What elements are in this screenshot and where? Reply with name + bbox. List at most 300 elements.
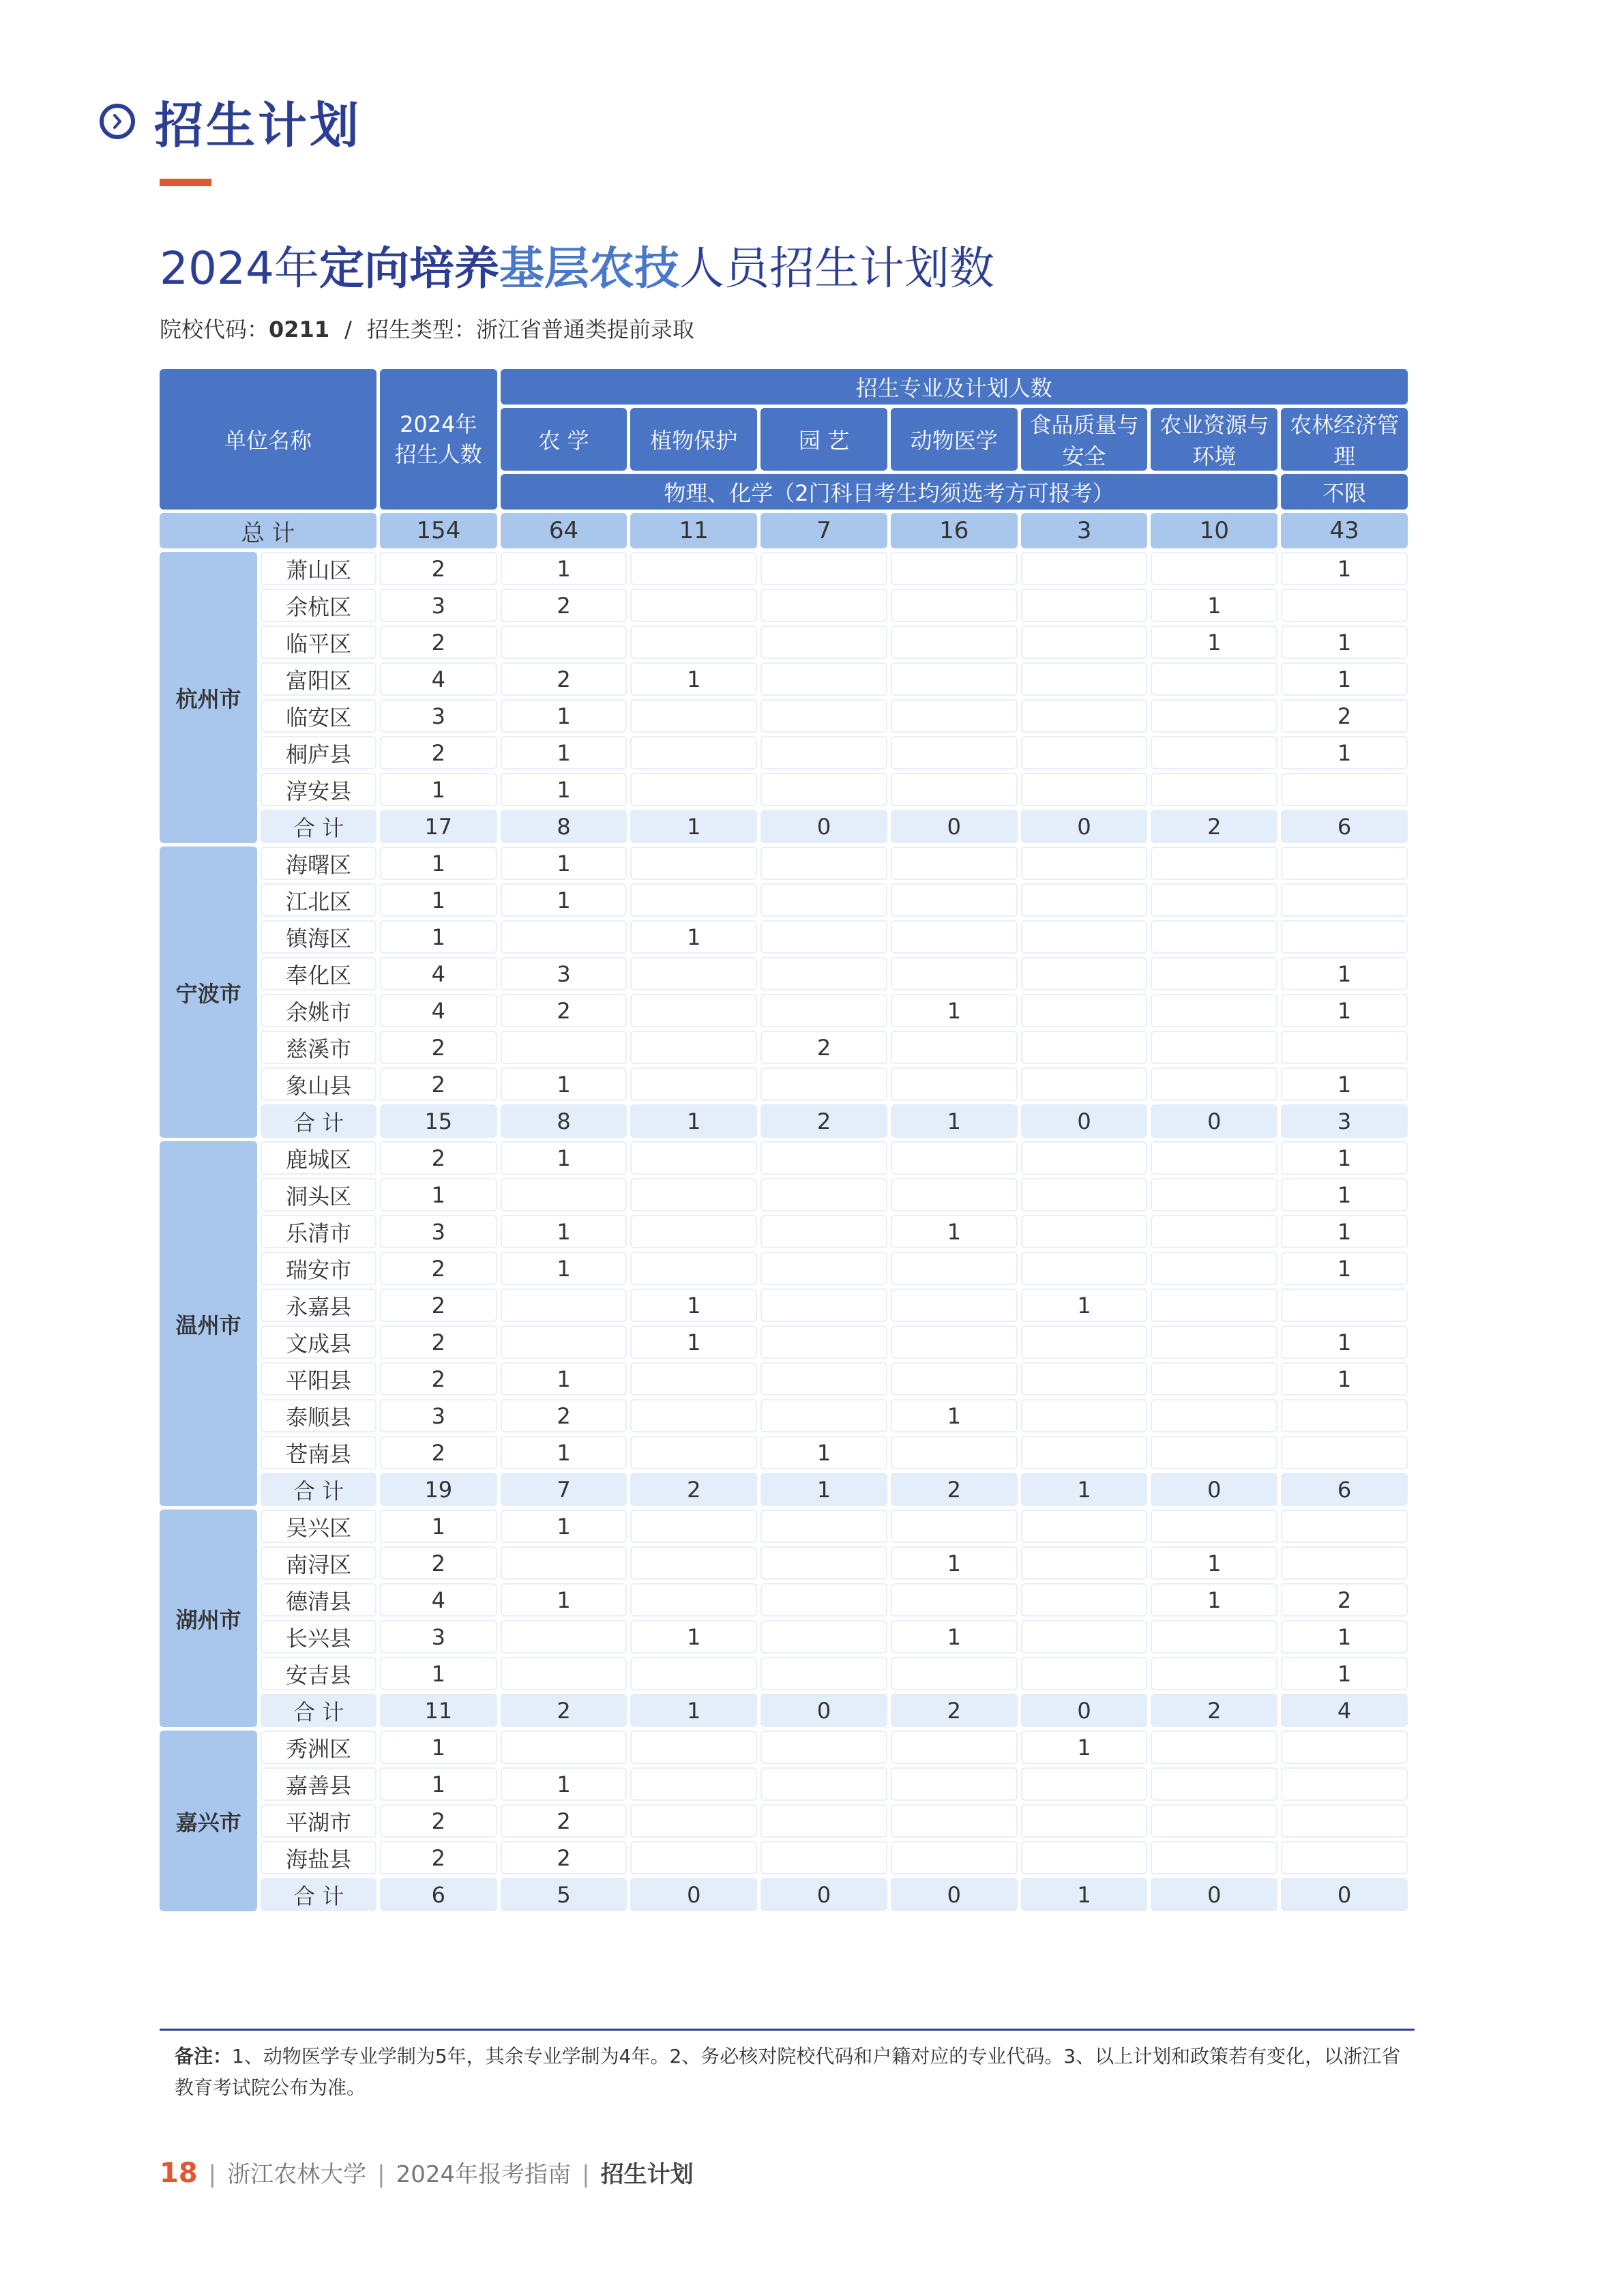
table-cell: 1 bbox=[1281, 736, 1408, 769]
table-cell: 2 bbox=[380, 736, 497, 769]
table-cell bbox=[1021, 1841, 1148, 1874]
note bbox=[175, 2041, 1402, 2104]
table-cell: 1 bbox=[1281, 1068, 1408, 1101]
table-cell bbox=[1151, 773, 1277, 806]
table-cell: 2 bbox=[380, 1031, 497, 1064]
table-cell: 1 bbox=[630, 662, 757, 696]
district-name: 余姚市 bbox=[261, 994, 376, 1027]
table-row bbox=[160, 1141, 1408, 1175]
table-cell bbox=[630, 1546, 757, 1580]
table-row bbox=[160, 1178, 1408, 1211]
table-cell: 1 bbox=[501, 1215, 627, 1248]
district-name: 安吉县 bbox=[261, 1657, 376, 1690]
section-title: 招生计划 bbox=[154, 97, 362, 154]
table-cell bbox=[630, 1362, 757, 1396]
table-row bbox=[160, 883, 1408, 917]
table-cell bbox=[1151, 1510, 1277, 1543]
total-value: 11 bbox=[630, 513, 757, 548]
table-cell: 1 bbox=[630, 1325, 757, 1359]
table-cell: 1 bbox=[501, 1436, 627, 1469]
table-cell bbox=[760, 1731, 887, 1764]
header-count bbox=[380, 369, 497, 510]
table-cell bbox=[891, 662, 1018, 696]
table-cell bbox=[1151, 1399, 1277, 1432]
table-cell: 3 bbox=[380, 699, 497, 733]
plan-table bbox=[156, 366, 1411, 1915]
table-row bbox=[160, 1767, 1408, 1801]
title-highlight-part: 基层农技 bbox=[499, 242, 679, 295]
table-cell bbox=[1021, 1252, 1148, 1285]
major-header: 农林经济管理 bbox=[1281, 408, 1408, 471]
total-value: 154 bbox=[380, 513, 497, 548]
table-cell: 1 bbox=[1281, 957, 1408, 990]
table-cell bbox=[760, 994, 887, 1027]
table-cell: 2 bbox=[380, 1141, 497, 1175]
district-name: 文成县 bbox=[261, 1325, 376, 1359]
table-cell bbox=[1281, 1804, 1408, 1838]
table-cell bbox=[1151, 1841, 1277, 1874]
district-name: 乐清市 bbox=[261, 1215, 376, 1248]
subtotal-value: 2 bbox=[891, 1473, 1018, 1506]
table-cell bbox=[760, 1657, 887, 1690]
subtotal-label: 合 计 bbox=[261, 1878, 376, 1911]
note-text: 1、动物医学专业学制为5年，其余专业学制为4年。2、务必核对院校代码和户籍对应的专业代码。3、以上计划和政策若有变化，以浙江省教育考试院公布为准。 bbox=[175, 2045, 1401, 2099]
table-cell bbox=[891, 1436, 1018, 1469]
table-cell: 1 bbox=[1281, 1141, 1408, 1175]
table-cell: 1 bbox=[1021, 1731, 1148, 1764]
subtotal-value: 1 bbox=[760, 1473, 887, 1506]
table-cell bbox=[1281, 1436, 1408, 1469]
table-row bbox=[160, 1731, 1408, 1764]
major-header: 园 艺 bbox=[760, 408, 887, 471]
district-name: 平阳县 bbox=[261, 1362, 376, 1396]
table-cell bbox=[630, 589, 757, 622]
table-cell bbox=[760, 625, 887, 659]
table-cell bbox=[891, 625, 1018, 659]
table-cell bbox=[1281, 883, 1408, 917]
subject-requirement-last: 不限 bbox=[1281, 474, 1408, 510]
table-cell bbox=[891, 1068, 1018, 1101]
subtotal-value: 3 bbox=[1281, 1104, 1408, 1138]
table-cell bbox=[1151, 736, 1277, 769]
table-cell: 1 bbox=[380, 1731, 497, 1764]
table-cell bbox=[891, 1289, 1018, 1322]
table-cell bbox=[630, 552, 757, 585]
footer-sep: | bbox=[208, 2161, 217, 2188]
note-label: 备注： bbox=[175, 2045, 233, 2067]
table-row bbox=[160, 1215, 1408, 1248]
table-cell: 2 bbox=[380, 552, 497, 585]
table-cell bbox=[1281, 1841, 1408, 1874]
table-cell: 1 bbox=[380, 1657, 497, 1690]
subtotal-value: 4 bbox=[1281, 1694, 1408, 1727]
table-cell bbox=[1151, 920, 1277, 954]
table-cell bbox=[891, 1731, 1018, 1764]
total-row bbox=[160, 513, 1408, 548]
subtotal-value: 0 bbox=[760, 1694, 887, 1727]
table-cell bbox=[760, 1583, 887, 1617]
table-cell bbox=[1021, 625, 1148, 659]
district-name: 海曙区 bbox=[261, 847, 376, 880]
table-cell bbox=[1281, 589, 1408, 622]
table-row bbox=[160, 1031, 1408, 1064]
table-cell: 1 bbox=[891, 1399, 1018, 1432]
subtotal-value: 6 bbox=[1281, 1473, 1408, 1506]
table-cell bbox=[760, 662, 887, 696]
table-row bbox=[160, 1546, 1408, 1580]
city-name: 温州市 bbox=[160, 1141, 257, 1506]
table-cell bbox=[1281, 1731, 1408, 1764]
table-cell bbox=[760, 847, 887, 880]
subtotal-value: 0 bbox=[1151, 1104, 1277, 1138]
table-row bbox=[160, 773, 1408, 806]
table-cell bbox=[891, 589, 1018, 622]
table-cell: 1 bbox=[380, 920, 497, 954]
table-row bbox=[160, 1510, 1408, 1543]
table-cell: 1 bbox=[380, 1767, 497, 1801]
table-cell bbox=[630, 625, 757, 659]
subtotal-value: 2 bbox=[1151, 810, 1277, 843]
footer-section: 招生计划 bbox=[600, 2161, 694, 2188]
district-name: 瑞安市 bbox=[261, 1252, 376, 1285]
table-cell bbox=[1021, 883, 1148, 917]
table-cell: 1 bbox=[1151, 1583, 1277, 1617]
code-label: 院校代码： bbox=[160, 317, 269, 342]
subtotal-value: 15 bbox=[380, 1104, 497, 1138]
table-cell: 1 bbox=[380, 883, 497, 917]
table-cell bbox=[891, 1583, 1018, 1617]
table-cell: 1 bbox=[1281, 662, 1408, 696]
total-value: 43 bbox=[1281, 513, 1408, 548]
table-cell bbox=[891, 552, 1018, 585]
table-row bbox=[160, 1399, 1408, 1432]
header-unit: 单位名称 bbox=[160, 369, 376, 510]
table-cell bbox=[891, 699, 1018, 733]
table-cell: 1 bbox=[891, 1620, 1018, 1653]
table-cell bbox=[760, 1325, 887, 1359]
table-cell bbox=[1151, 994, 1277, 1027]
table-cell bbox=[1151, 552, 1277, 585]
table-cell: 1 bbox=[1021, 1289, 1148, 1322]
subject-requirement: 物理、化学（2门科目考生均须选考方可报考） bbox=[501, 474, 1278, 510]
table-cell bbox=[1151, 1620, 1277, 1653]
table-cell: 1 bbox=[1281, 1657, 1408, 1690]
subtotal-value: 19 bbox=[380, 1473, 497, 1506]
table-row bbox=[160, 662, 1408, 696]
table-cell bbox=[891, 1841, 1018, 1874]
major-header: 动物医学 bbox=[891, 408, 1018, 471]
table-row bbox=[160, 957, 1408, 990]
table-cell bbox=[891, 1031, 1018, 1064]
table-cell: 2 bbox=[501, 662, 627, 696]
district-name: 富阳区 bbox=[261, 662, 376, 696]
table-cell bbox=[1281, 1546, 1408, 1580]
table-cell: 4 bbox=[380, 957, 497, 990]
table-cell: 1 bbox=[501, 736, 627, 769]
table-cell: 1 bbox=[1281, 1215, 1408, 1248]
subtotal-value: 0 bbox=[891, 810, 1018, 843]
table-cell bbox=[501, 1178, 627, 1211]
district-name: 慈溪市 bbox=[261, 1031, 376, 1064]
table-cell: 3 bbox=[380, 1620, 497, 1653]
footer-sep: | bbox=[377, 2161, 385, 2188]
table-cell bbox=[760, 1399, 887, 1432]
district-name: 平湖市 bbox=[261, 1804, 376, 1838]
total-label: 总 计 bbox=[160, 513, 376, 548]
meta-separator: / bbox=[344, 317, 352, 342]
table-row bbox=[160, 1804, 1408, 1838]
table-cell bbox=[760, 1289, 887, 1322]
subtotal-value: 0 bbox=[760, 1878, 887, 1911]
table-cell bbox=[1021, 1215, 1148, 1248]
table-cell: 1 bbox=[501, 552, 627, 585]
table-row bbox=[160, 1325, 1408, 1359]
table-cell: 1 bbox=[380, 847, 497, 880]
table-cell bbox=[1281, 1031, 1408, 1064]
table-cell bbox=[501, 1546, 627, 1580]
table-cell bbox=[630, 699, 757, 733]
table-cell bbox=[1151, 1325, 1277, 1359]
table-cell bbox=[1021, 1031, 1148, 1064]
table-cell bbox=[891, 773, 1018, 806]
table-row bbox=[160, 847, 1408, 880]
table-cell bbox=[760, 699, 887, 733]
header-count-label: 2024年招生人数 bbox=[394, 411, 482, 467]
table-cell bbox=[630, 957, 757, 990]
table-cell bbox=[760, 1841, 887, 1874]
section-header bbox=[100, 87, 361, 156]
footer-school: 浙江农林大学 bbox=[227, 2161, 367, 2188]
district-name: 奉化区 bbox=[261, 957, 376, 990]
table-cell bbox=[501, 1325, 627, 1359]
table-cell: 4 bbox=[380, 994, 497, 1027]
district-name: 德清县 bbox=[261, 1583, 376, 1617]
subtotal-value: 0 bbox=[1021, 810, 1148, 843]
table-cell bbox=[1021, 1362, 1148, 1396]
type-label: 招生类型： bbox=[366, 317, 476, 342]
table-cell bbox=[891, 847, 1018, 880]
table-cell bbox=[1021, 920, 1148, 954]
district-name: 泰顺县 bbox=[261, 1399, 376, 1432]
subtotal-value: 5 bbox=[501, 1878, 627, 1911]
footer bbox=[160, 2155, 694, 2189]
subtotal-value: 8 bbox=[501, 1104, 627, 1138]
table-row bbox=[160, 1436, 1408, 1469]
table-cell bbox=[891, 1178, 1018, 1211]
table-cell: 1 bbox=[501, 1362, 627, 1396]
table-cell bbox=[891, 1510, 1018, 1543]
table-cell: 2 bbox=[380, 625, 497, 659]
accent-bar bbox=[160, 179, 211, 186]
table-cell bbox=[1151, 1657, 1277, 1690]
table-cell: 2 bbox=[380, 1362, 497, 1396]
table-cell bbox=[1151, 1731, 1277, 1764]
table-cell bbox=[891, 1657, 1018, 1690]
table-cell bbox=[630, 1804, 757, 1838]
table-cell: 4 bbox=[380, 1583, 497, 1617]
subtotal-value: 2 bbox=[760, 1104, 887, 1138]
plan-table-body bbox=[160, 513, 1408, 1911]
table-cell: 2 bbox=[1281, 1583, 1408, 1617]
table-cell bbox=[1021, 1583, 1148, 1617]
table-cell bbox=[630, 1841, 757, 1874]
table-cell bbox=[630, 883, 757, 917]
table-cell: 1 bbox=[501, 847, 627, 880]
table-cell bbox=[1151, 1252, 1277, 1285]
subtotal-value: 1 bbox=[630, 810, 757, 843]
table-cell: 1 bbox=[501, 699, 627, 733]
table-cell bbox=[1021, 662, 1148, 696]
subtotal-label: 合 计 bbox=[261, 1104, 376, 1138]
table-cell bbox=[891, 1804, 1018, 1838]
table-cell bbox=[630, 994, 757, 1027]
subtotal-value: 7 bbox=[501, 1473, 627, 1506]
table-cell: 2 bbox=[380, 1804, 497, 1838]
subtotal-value: 1 bbox=[891, 1104, 1018, 1138]
subtotal-value: 2 bbox=[630, 1473, 757, 1506]
school-code: 0211 bbox=[269, 317, 330, 342]
table-cell bbox=[891, 1767, 1018, 1801]
subtotal-value: 2 bbox=[1151, 1694, 1277, 1727]
table-cell bbox=[760, 736, 887, 769]
table-cell bbox=[1021, 1141, 1148, 1175]
table-cell: 2 bbox=[501, 589, 627, 622]
table-cell bbox=[1151, 1141, 1277, 1175]
table-cell bbox=[1021, 1657, 1148, 1690]
table-cell: 2 bbox=[380, 1546, 497, 1580]
table-cell: 2 bbox=[380, 1289, 497, 1322]
major-header: 食品质量与安全 bbox=[1021, 408, 1148, 471]
table-cell: 2 bbox=[501, 994, 627, 1027]
table-cell: 1 bbox=[630, 1289, 757, 1322]
table-cell bbox=[760, 1252, 887, 1285]
subtotal-row bbox=[160, 1104, 1408, 1138]
table-row bbox=[160, 625, 1408, 659]
table-cell: 2 bbox=[380, 1068, 497, 1101]
district-name: 长兴县 bbox=[261, 1620, 376, 1653]
table-cell: 1 bbox=[501, 883, 627, 917]
table-cell: 2 bbox=[380, 1436, 497, 1469]
table-cell bbox=[1281, 847, 1408, 880]
subtotal-value: 1 bbox=[1021, 1473, 1148, 1506]
table-cell bbox=[1151, 1804, 1277, 1838]
table-cell bbox=[501, 1620, 627, 1653]
table-cell: 1 bbox=[380, 1510, 497, 1543]
major-header: 植物保护 bbox=[630, 408, 757, 471]
table-cell bbox=[760, 1215, 887, 1248]
city-name: 嘉兴市 bbox=[160, 1731, 257, 1911]
table-cell bbox=[501, 1731, 627, 1764]
city-name: 杭州市 bbox=[160, 552, 257, 843]
table-cell bbox=[760, 1620, 887, 1653]
table-cell: 2 bbox=[760, 1031, 887, 1064]
table-cell bbox=[1021, 1620, 1148, 1653]
district-name: 萧山区 bbox=[261, 552, 376, 585]
table-cell: 1 bbox=[1151, 625, 1277, 659]
subtotal-value: 0 bbox=[630, 1878, 757, 1911]
district-name: 象山县 bbox=[261, 1068, 376, 1101]
subtotal-row bbox=[160, 1694, 1408, 1727]
subtotal-value: 2 bbox=[501, 1694, 627, 1727]
table-cell bbox=[760, 773, 887, 806]
header-majors: 招生专业及计划人数 bbox=[501, 369, 1408, 404]
table-cell bbox=[1281, 1510, 1408, 1543]
table-cell: 2 bbox=[501, 1841, 627, 1874]
table-cell bbox=[760, 1510, 887, 1543]
table-cell: 1 bbox=[891, 1546, 1018, 1580]
table-cell bbox=[630, 1510, 757, 1543]
district-name: 江北区 bbox=[261, 883, 376, 917]
district-name: 吴兴区 bbox=[261, 1510, 376, 1543]
table-cell bbox=[1151, 1289, 1277, 1322]
table-cell bbox=[630, 847, 757, 880]
table-cell bbox=[501, 1657, 627, 1690]
table-cell bbox=[760, 920, 887, 954]
table-cell: 3 bbox=[501, 957, 627, 990]
table-cell bbox=[630, 1031, 757, 1064]
district-name: 淳安县 bbox=[261, 773, 376, 806]
subtotal-value: 0 bbox=[891, 1878, 1018, 1911]
subtotal-row bbox=[160, 810, 1408, 843]
table-cell bbox=[891, 957, 1018, 990]
table-cell: 4 bbox=[380, 662, 497, 696]
table-cell bbox=[1151, 699, 1277, 733]
table-cell: 1 bbox=[891, 994, 1018, 1027]
table-cell bbox=[760, 552, 887, 585]
table-cell bbox=[1151, 1031, 1277, 1064]
table-cell bbox=[1281, 1289, 1408, 1322]
table-cell: 3 bbox=[380, 1215, 497, 1248]
table-cell bbox=[1021, 1546, 1148, 1580]
table-cell bbox=[1021, 1804, 1148, 1838]
table-cell bbox=[760, 1141, 887, 1175]
table-cell bbox=[760, 589, 887, 622]
table-cell bbox=[630, 1215, 757, 1248]
table-cell bbox=[1021, 699, 1148, 733]
table-cell bbox=[630, 1178, 757, 1211]
table-cell: 1 bbox=[1151, 1546, 1277, 1580]
table-cell: 1 bbox=[380, 773, 497, 806]
table-row bbox=[160, 552, 1408, 585]
subtotal-label: 合 计 bbox=[261, 1694, 376, 1727]
table-cell bbox=[1021, 1178, 1148, 1211]
table-row bbox=[160, 994, 1408, 1027]
subtotal-value: 8 bbox=[501, 810, 627, 843]
table-cell bbox=[630, 773, 757, 806]
table-cell: 1 bbox=[501, 1252, 627, 1285]
district-name: 镇海区 bbox=[261, 920, 376, 954]
table-cell bbox=[501, 920, 627, 954]
chevron-right-circle-icon bbox=[100, 104, 135, 139]
table-cell bbox=[630, 1141, 757, 1175]
table-row bbox=[160, 1362, 1408, 1396]
total-value: 3 bbox=[1021, 513, 1148, 548]
district-name: 海盐县 bbox=[261, 1841, 376, 1874]
table-row bbox=[160, 699, 1408, 733]
table-cell: 1 bbox=[630, 920, 757, 954]
subtotal-value: 1 bbox=[1021, 1878, 1148, 1911]
table-cell: 2 bbox=[501, 1399, 627, 1432]
table-cell: 2 bbox=[1281, 699, 1408, 733]
table-cell: 2 bbox=[380, 1841, 497, 1874]
table-cell bbox=[1281, 1399, 1408, 1432]
total-value: 16 bbox=[891, 513, 1018, 548]
table-cell: 1 bbox=[1281, 1620, 1408, 1653]
table-cell: 1 bbox=[760, 1436, 887, 1469]
subtotal-value: 0 bbox=[1021, 1694, 1148, 1727]
total-value: 64 bbox=[501, 513, 627, 548]
table-cell bbox=[1151, 1178, 1277, 1211]
